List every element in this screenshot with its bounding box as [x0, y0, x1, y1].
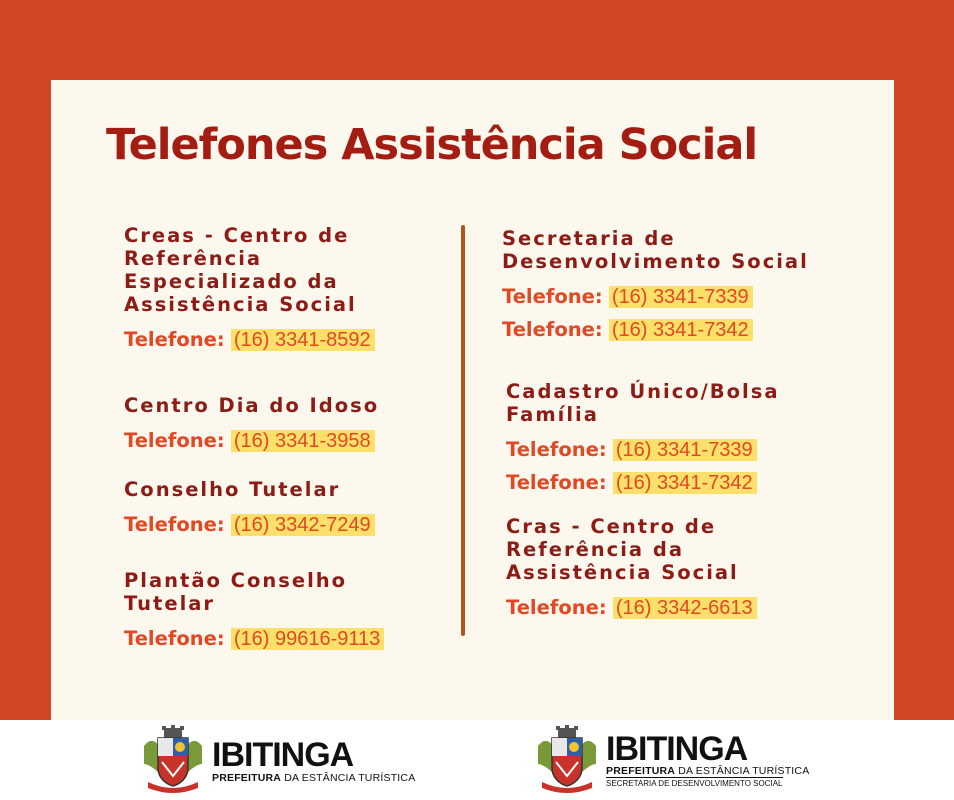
- section-cras: [506, 515, 866, 627]
- department-name: SECRETARIA DE DESENVOLVIMENTO SOCIAL: [606, 779, 783, 788]
- phone-line: [506, 469, 866, 497]
- phone-number[interactable]: (16) 3341-3958: [231, 430, 375, 452]
- phone-label: Telefone:: [502, 318, 603, 341]
- phone-line: [506, 436, 866, 464]
- phone-number[interactable]: (16) 3342-6613: [613, 597, 757, 619]
- phone-label: Telefone:: [124, 627, 225, 650]
- phone-line: [506, 594, 866, 622]
- phone-label: Telefone:: [506, 471, 607, 494]
- phone-number[interactable]: (16) 3341-8592: [231, 329, 375, 351]
- brand-subtitle: PREFEITURA DA ESTÂNCIA TURÍSTICA: [212, 772, 416, 784]
- section-secretaria: [502, 227, 862, 349]
- phone-label: Telefone:: [502, 285, 603, 308]
- section-title: Secretaria de Desenvolvimento Social: [502, 227, 809, 273]
- section-conselho-tutelar: [124, 478, 444, 544]
- phone-line: [124, 427, 444, 455]
- phone-line: [502, 283, 862, 311]
- secretaria-logo: [532, 724, 810, 794]
- phone-label: Telefone:: [506, 438, 607, 461]
- phone-number[interactable]: (16) 99616-9113: [231, 628, 384, 650]
- phone-number[interactable]: (16) 3341-7342: [609, 319, 753, 341]
- brand-name: IBITINGA: [212, 736, 354, 774]
- brand-name: IBITINGA: [606, 730, 748, 768]
- column-divider: [461, 225, 465, 636]
- section-title: Conselho Tutelar: [124, 478, 341, 501]
- section-title: Creas - Centro de Referência Especializado da Assistência Social: [124, 224, 357, 316]
- coat-of-arms-icon: [138, 724, 208, 794]
- phone-label: Telefone:: [506, 596, 607, 619]
- phone-line: [124, 511, 444, 539]
- phone-number[interactable]: (16) 3341-7339: [613, 439, 757, 461]
- phone-number[interactable]: (16) 3341-7339: [609, 286, 753, 308]
- phone-label: Telefone:: [124, 513, 225, 536]
- section-creas: [124, 224, 444, 359]
- phone-label: Telefone:: [124, 328, 225, 351]
- prefeitura-logo: [138, 724, 416, 794]
- phone-number[interactable]: (16) 3342-7249: [231, 514, 375, 536]
- phone-line: [124, 625, 444, 653]
- brand-subtitle: PREFEITURA DA ESTÂNCIA TURÍSTICA: [606, 765, 810, 777]
- section-title: Centro Dia do Idoso: [124, 394, 380, 417]
- phone-line: [124, 326, 444, 354]
- section-title: Plantão Conselho Tutelar: [124, 569, 348, 615]
- section-plantao-conselho-tutelar: [124, 569, 444, 658]
- phone-number[interactable]: (16) 3341-7342: [613, 472, 757, 494]
- phone-line: [502, 316, 862, 344]
- phone-label: Telefone:: [124, 429, 225, 452]
- section-title: Cadastro Único/Bolsa Família: [506, 380, 780, 426]
- coat-of-arms-icon: [532, 724, 602, 794]
- section-centro-dia-idoso: [124, 394, 444, 460]
- section-cadastro-unico: [506, 380, 866, 502]
- page-title: Telefones Assistência Social: [106, 120, 758, 170]
- section-title: Cras - Centro de Referência da Assistência Social: [506, 515, 739, 584]
